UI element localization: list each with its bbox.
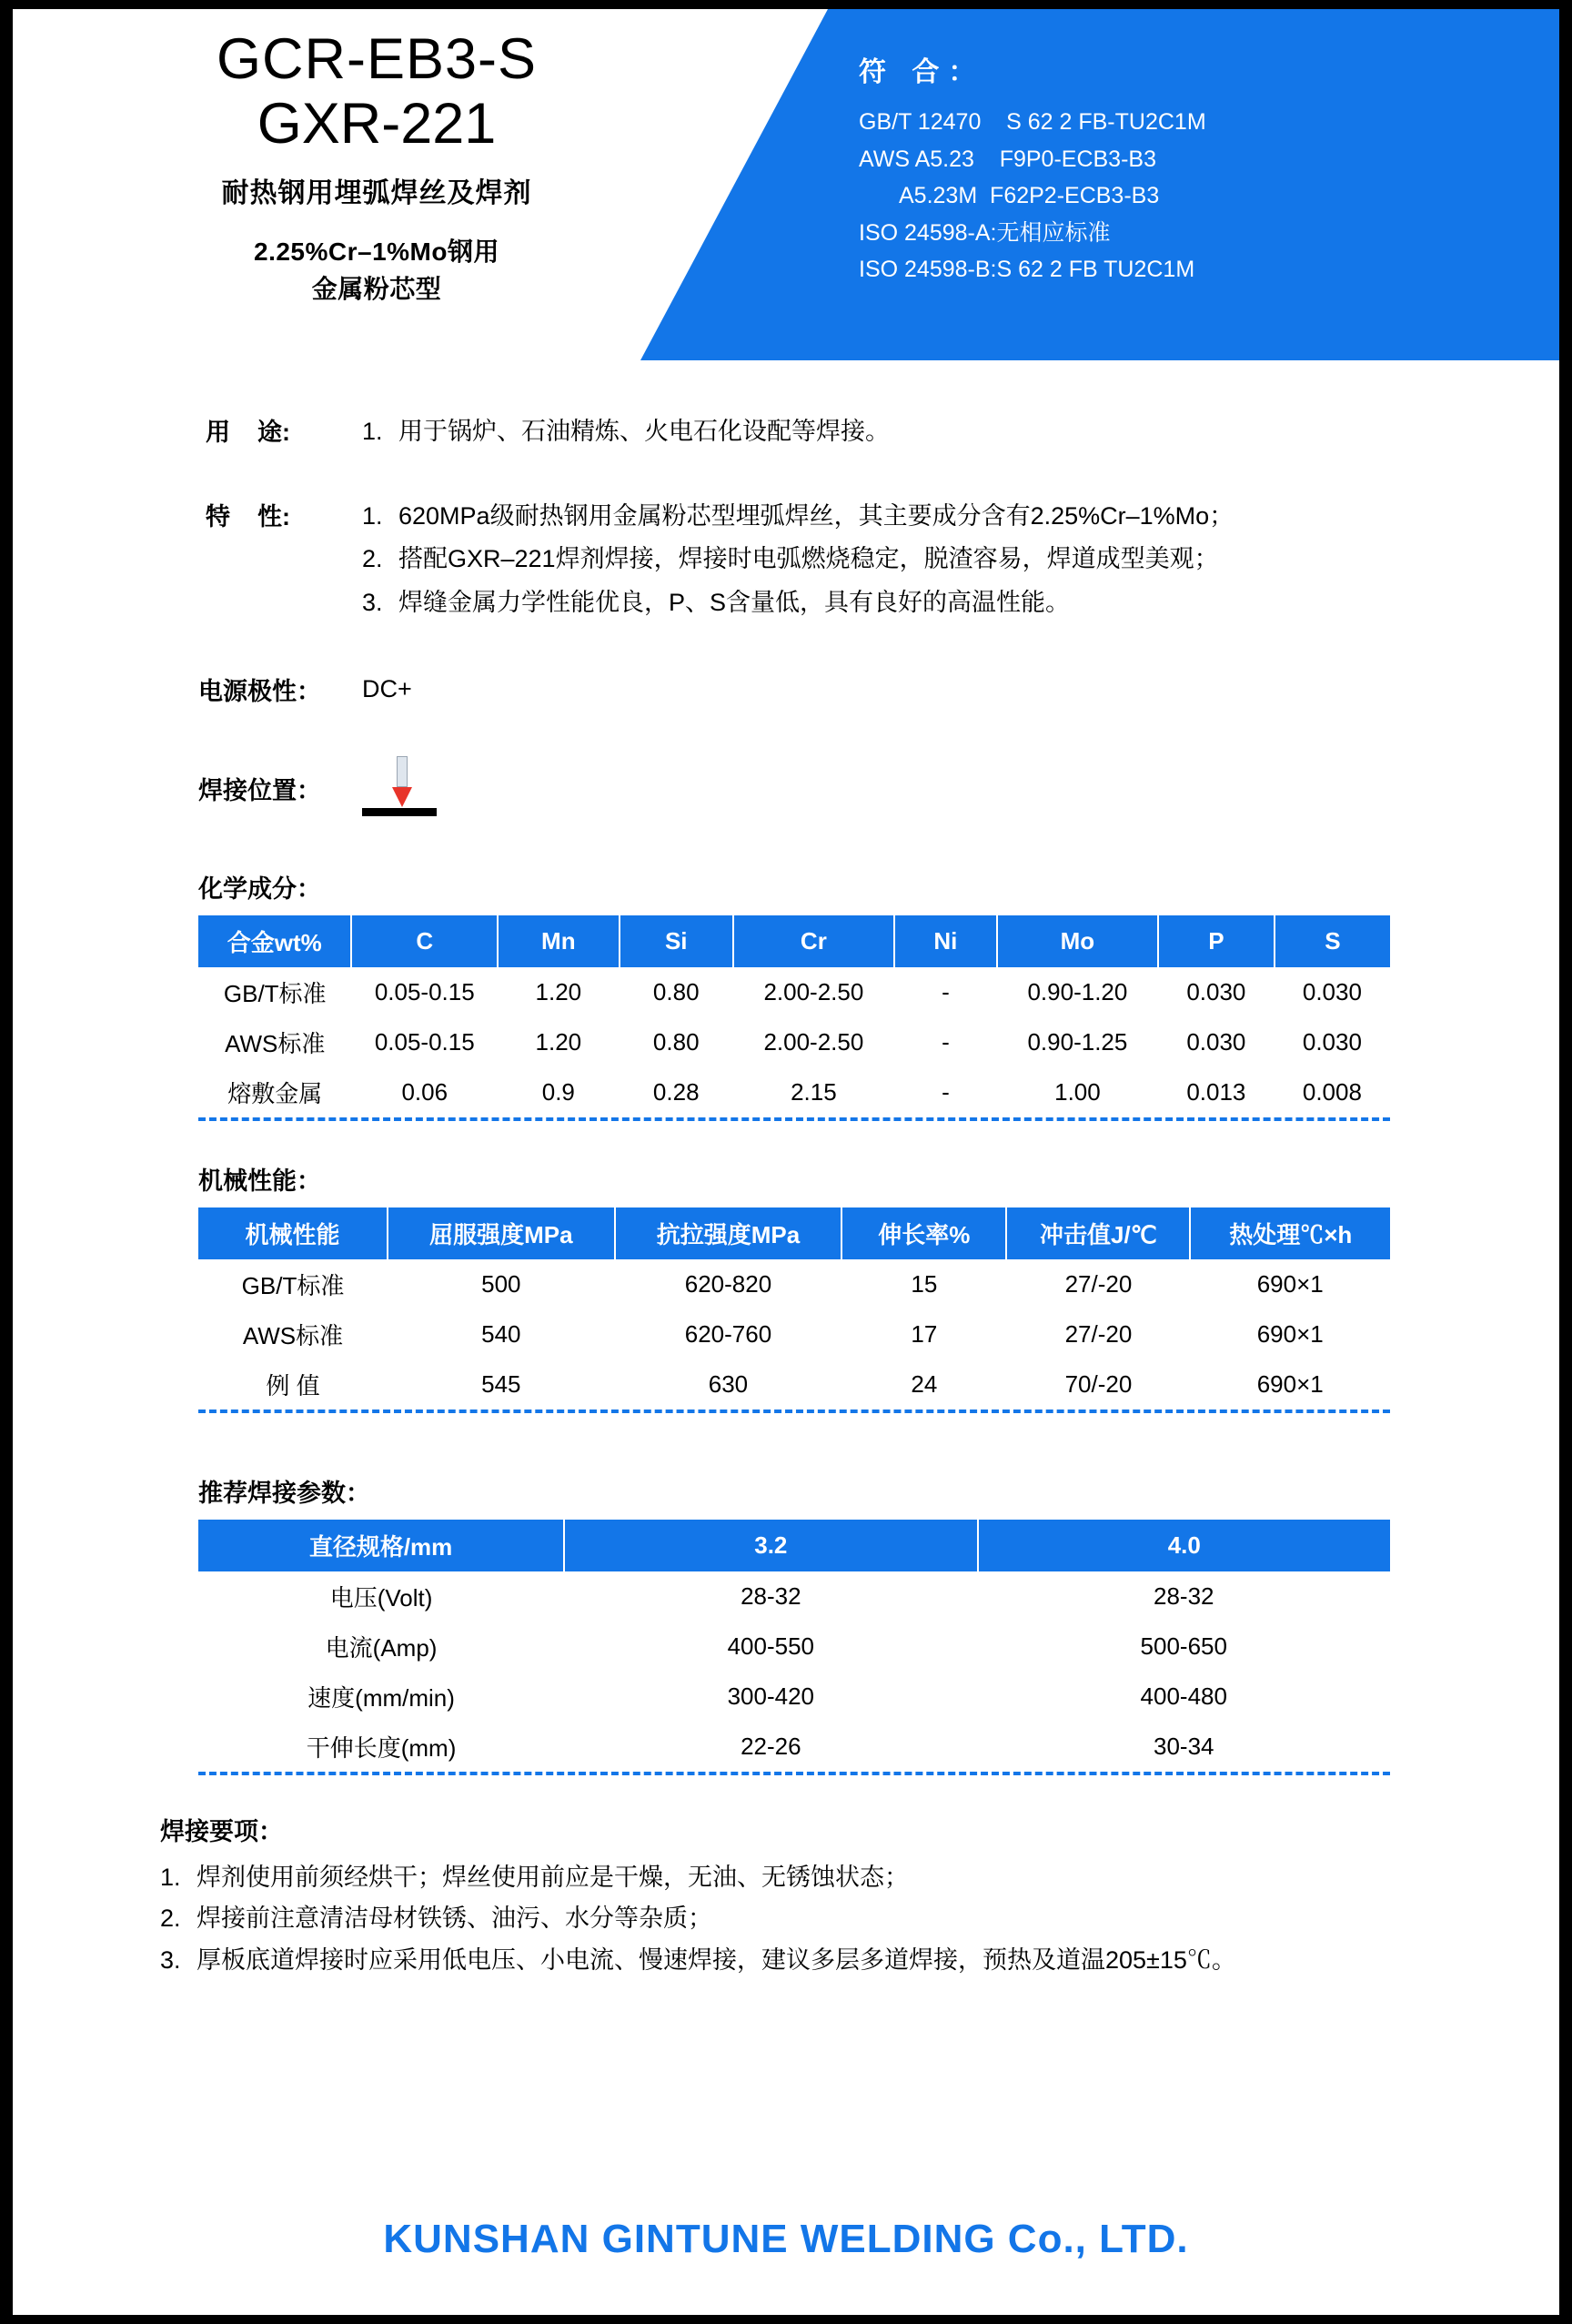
chem-header-cell: Ni bbox=[894, 915, 997, 967]
mech-cell: 620-760 bbox=[684, 1319, 772, 1348]
param-cell: 22-26 bbox=[741, 1732, 801, 1760]
arrow-down-icon bbox=[392, 787, 412, 807]
usage-item-text: 用于锅炉、石油精炼、火电石化设配等焊接。 bbox=[398, 418, 890, 445]
standard-line: A5.23M F62P2-ECB3-B3 bbox=[899, 183, 1160, 208]
mech-cell: 690×1 bbox=[1256, 1319, 1324, 1348]
mech-cell: 545 bbox=[481, 1369, 521, 1398]
table-row bbox=[198, 1672, 1390, 1722]
standards-block bbox=[822, 9, 1559, 288]
mech-cell: GB/T标准 bbox=[241, 1271, 345, 1299]
product-subtitle: 耐热钢用埋弧焊丝及焊剂 bbox=[221, 178, 532, 209]
table-row bbox=[198, 1309, 1390, 1359]
note-item-text: 焊剂使用前须经烘干；焊丝使用前应是干燥，无油、无锈蚀状态； bbox=[196, 1863, 909, 1891]
flux-code: GXR-221 bbox=[257, 91, 497, 156]
standard-line: ISO 24598-A:无相应标准 bbox=[859, 219, 1111, 246]
mech-cell: 540 bbox=[481, 1319, 521, 1348]
weld-position-section bbox=[44, 756, 1528, 822]
company-name: KUNSHAN GINTUNE WELDING Co., LTD. bbox=[383, 2217, 1189, 2261]
polarity-value: DC+ bbox=[362, 674, 412, 702]
chem-cell: 0.008 bbox=[1302, 1077, 1362, 1106]
product-subtitle-2-line-2: 金属粉芯型 bbox=[311, 274, 442, 303]
chemical-table bbox=[198, 915, 1390, 1117]
parameters-title: 推荐焊接参数： bbox=[198, 1479, 370, 1507]
parameters-table bbox=[198, 1520, 1390, 1772]
feature-item-number: 1. bbox=[362, 502, 383, 530]
param-cell: 干伸长度(mm) bbox=[306, 1733, 457, 1762]
features-label: 特 性: bbox=[206, 503, 290, 531]
chem-cell: 0.80 bbox=[652, 1027, 700, 1056]
feature-item bbox=[362, 583, 1465, 622]
mech-header-cell: 伸长率% bbox=[841, 1207, 1006, 1259]
chem-cell: 1.00 bbox=[1054, 1077, 1101, 1106]
chem-cell: 0.06 bbox=[401, 1077, 448, 1106]
chem-header-cell: C bbox=[351, 915, 498, 967]
chem-cell: 0.80 bbox=[652, 977, 700, 1005]
chem-cell: 0.05-0.15 bbox=[374, 977, 475, 1005]
note-item-number: 2. bbox=[160, 1905, 181, 1933]
mech-header-cell: 抗拉强度MPa bbox=[615, 1207, 842, 1259]
note-item-number: 3. bbox=[160, 1946, 181, 1975]
feature-item-text: 620MPa级耐热钢用金属粉芯型埋弧焊丝，其主要成分含有2.25%Cr–1%Mo； bbox=[398, 502, 1234, 530]
notes-title: 焊接要项： bbox=[160, 1817, 283, 1845]
flat-position-icon bbox=[362, 756, 462, 822]
mechanical-table-bottom-rule bbox=[198, 1410, 1390, 1413]
workpiece-icon bbox=[362, 808, 437, 816]
param-cell: 400-480 bbox=[1140, 1682, 1227, 1710]
param-cell: 电流(Amp) bbox=[325, 1633, 438, 1662]
mech-cell: 17 bbox=[911, 1319, 938, 1348]
mech-cell: 690×1 bbox=[1256, 1269, 1324, 1298]
param-cell: 速度(mm/min) bbox=[307, 1683, 455, 1712]
param-header-cell: 3.2 bbox=[564, 1520, 977, 1571]
param-cell: 30-34 bbox=[1154, 1732, 1214, 1760]
param-cell: 300-420 bbox=[727, 1682, 815, 1710]
chem-cell: 0.90-1.20 bbox=[1027, 977, 1128, 1005]
chem-header-cell: Mn bbox=[498, 915, 620, 967]
chem-cell: 0.90-1.25 bbox=[1027, 1027, 1128, 1056]
product-title-block bbox=[13, 9, 741, 308]
table-row bbox=[198, 1017, 1390, 1067]
mech-header-cell: 屈服强度MPa bbox=[388, 1207, 615, 1259]
polarity-label: 电源极性： bbox=[198, 677, 321, 705]
usage-section bbox=[44, 412, 1528, 455]
param-cell: 电压(Volt) bbox=[329, 1583, 433, 1612]
feature-item-number: 3. bbox=[362, 588, 383, 616]
usage-item bbox=[362, 412, 1528, 451]
chem-header-cell: Cr bbox=[733, 915, 894, 967]
mech-cell: 24 bbox=[911, 1369, 938, 1398]
chem-cell: 0.030 bbox=[1302, 977, 1362, 1005]
weld-position-label: 焊接位置： bbox=[198, 777, 321, 805]
chem-cell: 0.030 bbox=[1186, 1027, 1246, 1056]
param-cell: 28-32 bbox=[741, 1581, 801, 1610]
mech-cell: 620-820 bbox=[684, 1269, 772, 1298]
table-row bbox=[198, 1571, 1390, 1622]
table-row bbox=[198, 1359, 1390, 1410]
chem-header-cell: Mo bbox=[997, 915, 1158, 967]
electrode-icon bbox=[397, 756, 408, 787]
mech-cell: 27/-20 bbox=[1064, 1319, 1133, 1348]
chem-cell: 0.05-0.15 bbox=[374, 1027, 475, 1056]
chem-header-cell: 合金wt% bbox=[198, 915, 351, 967]
chem-cell: - bbox=[942, 977, 950, 1005]
mech-cell: 630 bbox=[708, 1369, 749, 1398]
mechanical-title: 机械性能： bbox=[198, 1167, 321, 1195]
chem-cell: GB/T标准 bbox=[223, 979, 327, 1007]
usage-item-number: 1. bbox=[362, 418, 383, 445]
feature-item bbox=[362, 497, 1465, 536]
table-row bbox=[198, 1622, 1390, 1672]
note-item bbox=[160, 1858, 1492, 1898]
product-subtitle-2-line-1: 2.25%Cr–1%Mo钢用 bbox=[254, 237, 499, 267]
usage-label: 用 途: bbox=[206, 419, 290, 446]
note-item-text: 厚板底道焊接时应采用低电压、小电流、慢速焊接，建议多层多道焊接，预热及道温205±15℃。 bbox=[196, 1946, 1236, 1975]
mech-header-cell: 机械性能 bbox=[198, 1207, 388, 1259]
table-row bbox=[198, 967, 1390, 1017]
table-header-row bbox=[198, 1520, 1390, 1571]
chem-cell: 熔敷金属 bbox=[227, 1079, 323, 1107]
param-cell: 400-550 bbox=[727, 1632, 815, 1660]
content bbox=[13, 370, 1559, 1983]
note-item bbox=[160, 1899, 1492, 1939]
header bbox=[13, 9, 1559, 360]
chem-cell: - bbox=[942, 1077, 950, 1106]
table-row bbox=[198, 1067, 1390, 1117]
mech-cell: 70/-20 bbox=[1064, 1369, 1133, 1398]
param-cell: 28-32 bbox=[1154, 1581, 1214, 1610]
param-header-cell: 直径规格/mm bbox=[198, 1520, 564, 1571]
chem-header-cell: Si bbox=[620, 915, 733, 967]
mech-cell: 690×1 bbox=[1256, 1369, 1324, 1398]
mech-cell: 例 值 bbox=[266, 1371, 320, 1399]
chem-cell: 0.28 bbox=[652, 1077, 700, 1106]
polarity-section bbox=[44, 672, 1528, 707]
chem-cell: AWS标准 bbox=[225, 1029, 326, 1057]
feature-item-text: 搭配GXR–221焊剂焊接，焊接时电弧燃烧稳定，脱渣容易，焊道成型美观； bbox=[398, 545, 1219, 573]
mech-header-cell: 热处理℃×h bbox=[1190, 1207, 1390, 1259]
chem-cell: 0.013 bbox=[1186, 1077, 1246, 1106]
standard-line: ISO 24598-B:S 62 2 FB TU2C1M bbox=[859, 257, 1195, 282]
table-header-row bbox=[198, 915, 1390, 967]
chem-cell: 2.00-2.50 bbox=[763, 977, 864, 1005]
note-item-number: 1. bbox=[160, 1863, 181, 1891]
chem-cell: 2.00-2.50 bbox=[763, 1027, 864, 1056]
table-row bbox=[198, 1259, 1390, 1309]
chem-cell: - bbox=[942, 1027, 950, 1056]
chem-cell: 2.15 bbox=[791, 1077, 837, 1106]
note-item bbox=[160, 1941, 1492, 1981]
notes-list bbox=[44, 1858, 1528, 1981]
chemical-table-bottom-rule bbox=[198, 1117, 1390, 1121]
table-header-row bbox=[198, 1207, 1390, 1259]
feature-item-number: 2. bbox=[362, 545, 383, 573]
param-cell: 500-650 bbox=[1140, 1632, 1227, 1660]
mech-cell: 15 bbox=[911, 1269, 938, 1298]
param-header-cell: 4.0 bbox=[978, 1520, 1390, 1571]
feature-item-text: 焊缝金属力学性能优良，P、S含量低，具有良好的高温性能。 bbox=[398, 588, 1071, 616]
chem-cell: 1.20 bbox=[535, 1027, 582, 1056]
parameters-table-bottom-rule bbox=[198, 1772, 1390, 1775]
standard-line: GB/T 12470 S 62 2 FB-TU2C1M bbox=[859, 109, 1206, 135]
chem-cell: 0.9 bbox=[541, 1077, 575, 1106]
note-item-text: 焊接前注意清洁母材铁锈、油污、水分等杂质； bbox=[196, 1905, 712, 1933]
feature-item bbox=[362, 540, 1465, 579]
chemical-title: 化学成分： bbox=[198, 874, 321, 903]
mech-cell: 27/-20 bbox=[1064, 1269, 1133, 1298]
mech-cell: AWS标准 bbox=[242, 1321, 344, 1349]
chem-cell: 1.20 bbox=[535, 977, 582, 1005]
standards-title: 符 合： bbox=[859, 57, 985, 87]
mech-cell: 500 bbox=[481, 1269, 521, 1298]
mechanical-table bbox=[198, 1207, 1390, 1410]
chem-cell: 0.030 bbox=[1186, 977, 1246, 1005]
table-row bbox=[198, 1722, 1390, 1772]
features-section bbox=[44, 497, 1528, 626]
standard-line: AWS A5.23 F9P0-ECB3-B3 bbox=[859, 146, 1156, 172]
chem-header-cell: S bbox=[1275, 915, 1390, 967]
chem-cell: 0.030 bbox=[1302, 1027, 1362, 1056]
mech-header-cell: 冲击值J/℃ bbox=[1006, 1207, 1190, 1259]
chem-header-cell: P bbox=[1158, 915, 1275, 967]
product-code: GCR-EB3-S bbox=[216, 27, 538, 91]
